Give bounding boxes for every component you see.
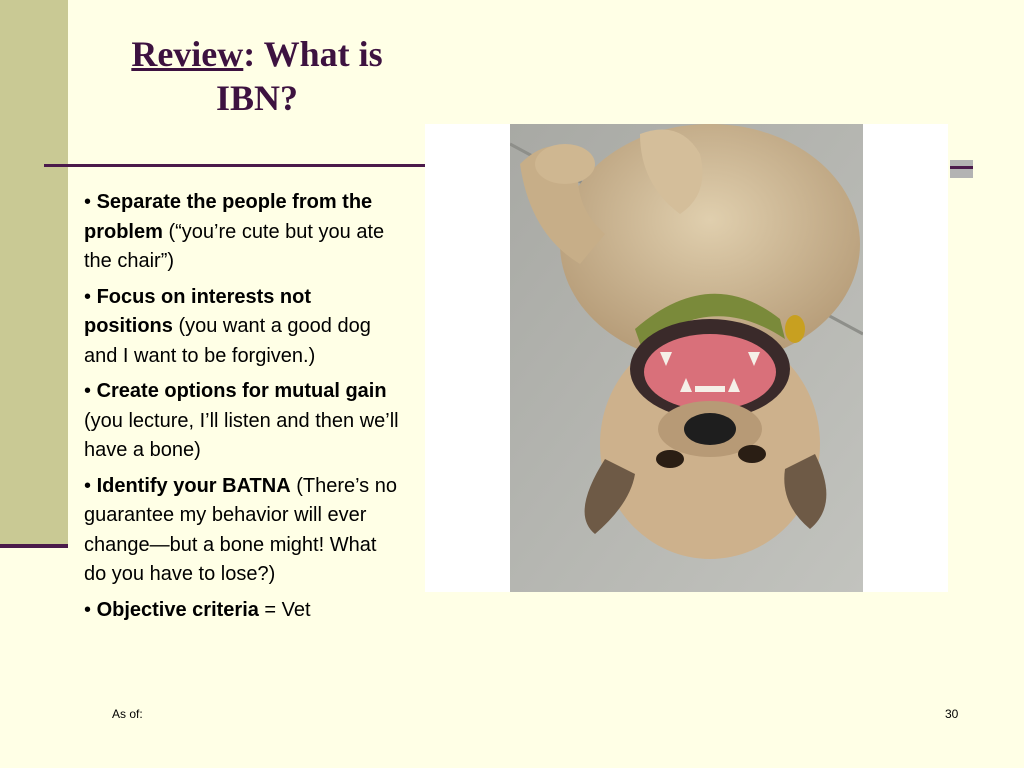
dog-illustration (510, 124, 863, 592)
title-divider (44, 164, 426, 167)
footer-date-label: As of: (112, 707, 143, 721)
photo-frame (425, 124, 948, 592)
bullet-bold: Focus on interests not positions (84, 285, 312, 337)
right-divider-block (950, 160, 973, 178)
bullet-text: (you want a good dog and I want to be forgiven.) (84, 315, 371, 367)
left-accent-rule (0, 544, 68, 548)
bullet-text: = Vet (258, 598, 311, 621)
bullet-text: (There’s no guarantee my behavior will ever change—but a bone might! What do you have to lose?) (84, 474, 397, 585)
page-number: 30 (945, 707, 959, 721)
title-what-is: : What is (243, 34, 383, 74)
bullet-text: (“you’re cute but you ate the chair”) (84, 220, 385, 272)
left-accent-band (0, 0, 68, 546)
slide-title (92, 32, 422, 120)
bullet-text: (you lecture, I’ll listen and then we’ll have a bone) (84, 409, 399, 461)
bullet-bold: Create options for mutual gain (96, 380, 387, 402)
bullet-bold: Separate the people from the problem (84, 191, 373, 243)
bullet-item: • Create options for mutual gain (you lecture, I’ll listen and then we’ll have a bone) (84, 380, 399, 461)
right-divider-line (950, 166, 973, 169)
bullet-item: • Separate the people from the problem (“you’re cute but you ate the chair”) (84, 191, 385, 272)
title-ibn: IBN? (215, 78, 299, 118)
bullet-bold: Identify your BATNA (96, 474, 291, 497)
bullet-bold: Objective criteria (96, 598, 259, 621)
bullet-list (84, 188, 404, 631)
dog-photo (510, 124, 863, 592)
bullet-item: • Identify your BATNA (There’s no guarantee my behavior will ever change—but a bone might! What do you have to lose?) (84, 474, 397, 585)
bullet-item: • Objective criteria = Vet (84, 598, 311, 621)
title-review: Review (131, 34, 244, 74)
bullet-item: • Focus on interests not positions (you want a good dog and I want to be forgiven.) (84, 285, 371, 367)
